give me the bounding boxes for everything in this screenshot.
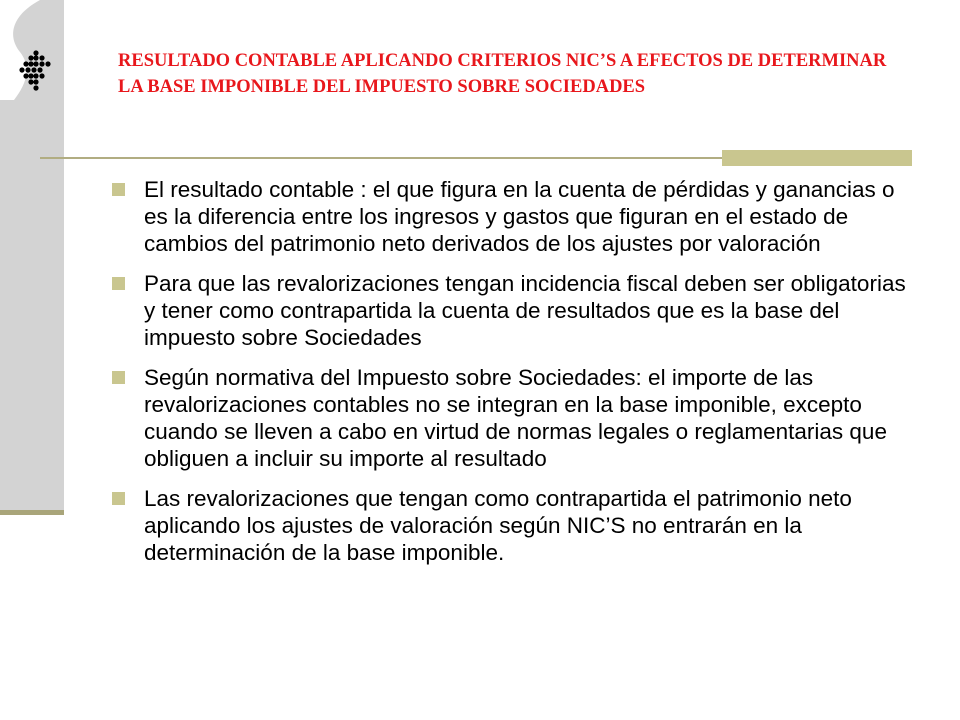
square-bullet-icon <box>112 492 125 505</box>
side-bar-bottom-accent <box>0 510 64 515</box>
bullet-text: El resultado contable : el que figura en la cuenta de pérdidas y ganancias o es la diferencia entre los ingresos y gastos que figuran en el estado de cambios del patrimonio neto derivados de los ajustes por valoración <box>144 177 895 256</box>
square-bullet-icon <box>112 277 125 290</box>
square-bullet-icon <box>112 183 125 196</box>
bullet-item <box>112 176 920 257</box>
slide-title: RESULTADO CONTABLE APLICANDO CRITERIOS NIC’S A EFECTOS DE DETERMINAR LA BASE IMPONIBLE DEL IMPUESTO SOBRE SOCIEDADES <box>118 51 887 97</box>
bullet-item <box>112 485 920 566</box>
bullet-text: Para que las revalorizaciones tengan incidencia fiscal deben ser obligatorias y tener como contrapartida la cuenta de resultados que es la base del impuesto sobre Sociedades <box>144 271 906 350</box>
bullet-item <box>112 364 920 472</box>
bullet-item <box>112 270 920 351</box>
bullet-text: Según normativa del Impuesto sobre Sociedades: el importe de las revalorizaciones contables no se integran en la base imponible, excepto cuando se lleven a cabo en virtud de normas legales o reglamentarias que obliguen a incluir su importe al resultado <box>144 365 887 471</box>
title-divider-accent <box>722 150 912 166</box>
dotted-s-logo-icon <box>0 0 64 100</box>
bullet-list <box>112 176 920 579</box>
bullet-text: Las revalorizaciones que tengan como contrapartida el patrimonio neto aplicando los ajustes de valoración según NIC’S no entrarán en la determinación de la base imponible. <box>144 486 852 565</box>
square-bullet-icon <box>112 371 125 384</box>
